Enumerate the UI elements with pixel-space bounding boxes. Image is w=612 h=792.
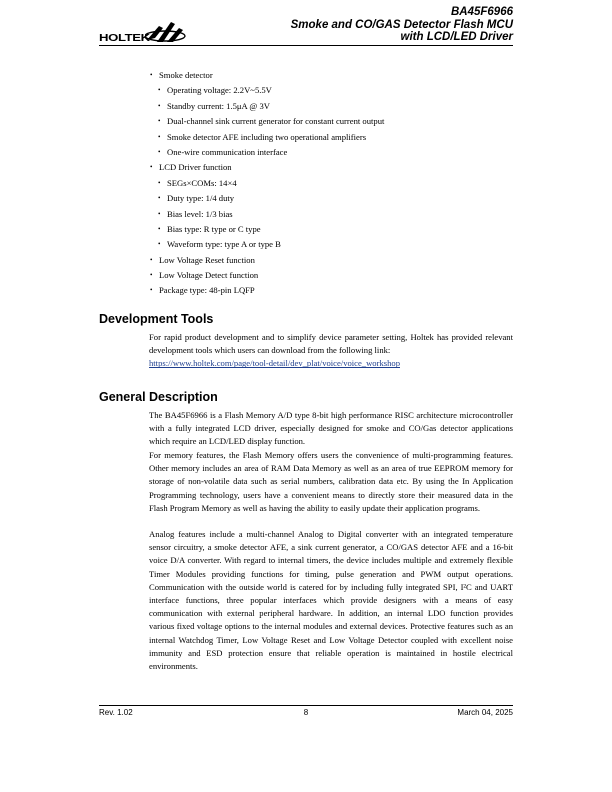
bullet-icon: •: [150, 255, 153, 264]
list-item: • Bias level: 1/3 bias: [149, 207, 519, 222]
part-number: BA45F6966: [450, 6, 513, 18]
holtek-logo: [99, 18, 189, 46]
header-divider: [99, 45, 513, 46]
footer-divider: [99, 705, 513, 706]
development-tools-body: For rapid product development and to simplify device parameter setting, Holtek has provided relevant development tools which users can download from the following link: https://www.holtek.com/page/tool-detail/dev_plat/voice/voice_workshop: [149, 332, 513, 369]
document-title: [291, 6, 513, 44]
list-item: • Smoke detector AFE including two operational amplifiers: [149, 130, 519, 145]
logo-text: HOLTEK: [99, 32, 150, 44]
bullet-icon: •: [158, 178, 161, 187]
list-item: • Bias type: R type or C type: [149, 222, 519, 237]
list-item: • Package type: 48-pin LQFP: [149, 283, 519, 298]
bullet-icon: •: [158, 86, 161, 95]
revision-label: Rev. 1.02: [99, 708, 133, 717]
bullet-icon: •: [158, 101, 161, 110]
voice-workshop-link[interactable]: https://www.holtek.com/page/tool-detail/dev_plat/voice/voice_workshop: [149, 358, 400, 369]
list-item: • Low Voltage Detect function: [149, 268, 519, 283]
bullet-icon: •: [150, 71, 153, 79]
general-description-p2: For memory features, the Flash Memory offers users the convenience of multi-programming features. Other memory includes an area of RAM Data Memory as well as an area of true EEPROM memory for storage of non-volatile data such as serial numbers, calibration data etc. By using the In Application Programming technology, users have a convenient means to directly store their measured data in the Flash Program Memory as well as having the ability to easily update their application programs.: [149, 450, 513, 513]
holtek-wing-icon: [145, 18, 187, 46]
general-description-p1: The BA45F6966 is a Flash Memory A/D type 8-bit high performance RISC architecture microcontroller with a fully integrated LCD driver, especially designed for smoke and CO/Gas detector applications which require an LCD/LED display function.: [149, 410, 513, 447]
list-item: • Waveform type: type A or type B: [149, 237, 519, 252]
general-description-p3: Analog features include a multi-channel Analog to Digital converter with an integrated temperature sensor circuitry, a smoke detector AFE, a sink current generator, a CO/GAS detector AFE and a 16-bit voice D/A converter. With regard to internal timers, the device includes multiple and extremely flexible Timer Modules providing functions for timing, pulse generation and PWM output operations. Communication with the outside world is catered for by including fully integrated SPI, I²C and UART interface functions, three popular interfaces which provide designers with a means of easy communication with external peripheral hardware. In addition, an internal LDO function provides various fixed voltage options to the internal modules and external devices. Protective features such as an internal Watchdog Timer, Low Voltage Reset and Low Voltage Detector coupled with excellent noise immunity and ESD protection ensure that reliable operation is maintained in hostile electrical environments.: [149, 529, 513, 672]
title-line-2: with LCD/LED Driver: [400, 31, 513, 43]
bullet-icon: •: [158, 209, 161, 218]
list-item: • Standby current: 1.5μA @ 3V: [149, 99, 519, 114]
bullet-icon: •: [158, 240, 161, 249]
bullet-icon: •: [150, 271, 153, 280]
page-header: [99, 6, 513, 46]
list-item: • LCD Driver function: [149, 160, 519, 175]
development-tools-heading: Development Tools: [99, 312, 214, 326]
list-item: • One-wire communication interface: [149, 145, 519, 160]
page-number: 8: [303, 708, 309, 717]
list-item: • Low Voltage Reset function: [149, 253, 519, 268]
title-line-1: Smoke and CO/GAS Detector Flash MCU: [290, 18, 513, 31]
bullet-icon: •: [158, 224, 161, 233]
bullet-icon: •: [150, 286, 153, 295]
list-item: • Dual-channel sink current generator for constant current output: [149, 114, 519, 129]
bullet-icon: •: [158, 117, 161, 126]
list-item: • Operating voltage: 2.2V~5.5V: [149, 83, 519, 98]
bullet-icon: •: [158, 194, 161, 203]
publish-date: March 04, 2025: [457, 708, 513, 717]
feature-list: [149, 68, 519, 299]
bullet-icon: •: [158, 132, 161, 141]
list-item: • Duty type: 1/4 duty: [149, 191, 519, 206]
list-item: • Smoke detector: [149, 68, 519, 83]
list-item: • SEGs×COMs: 14×4: [149, 176, 519, 191]
general-description-heading: General Description: [99, 390, 218, 404]
bullet-icon: •: [150, 163, 153, 172]
bullet-icon: •: [158, 147, 161, 156]
